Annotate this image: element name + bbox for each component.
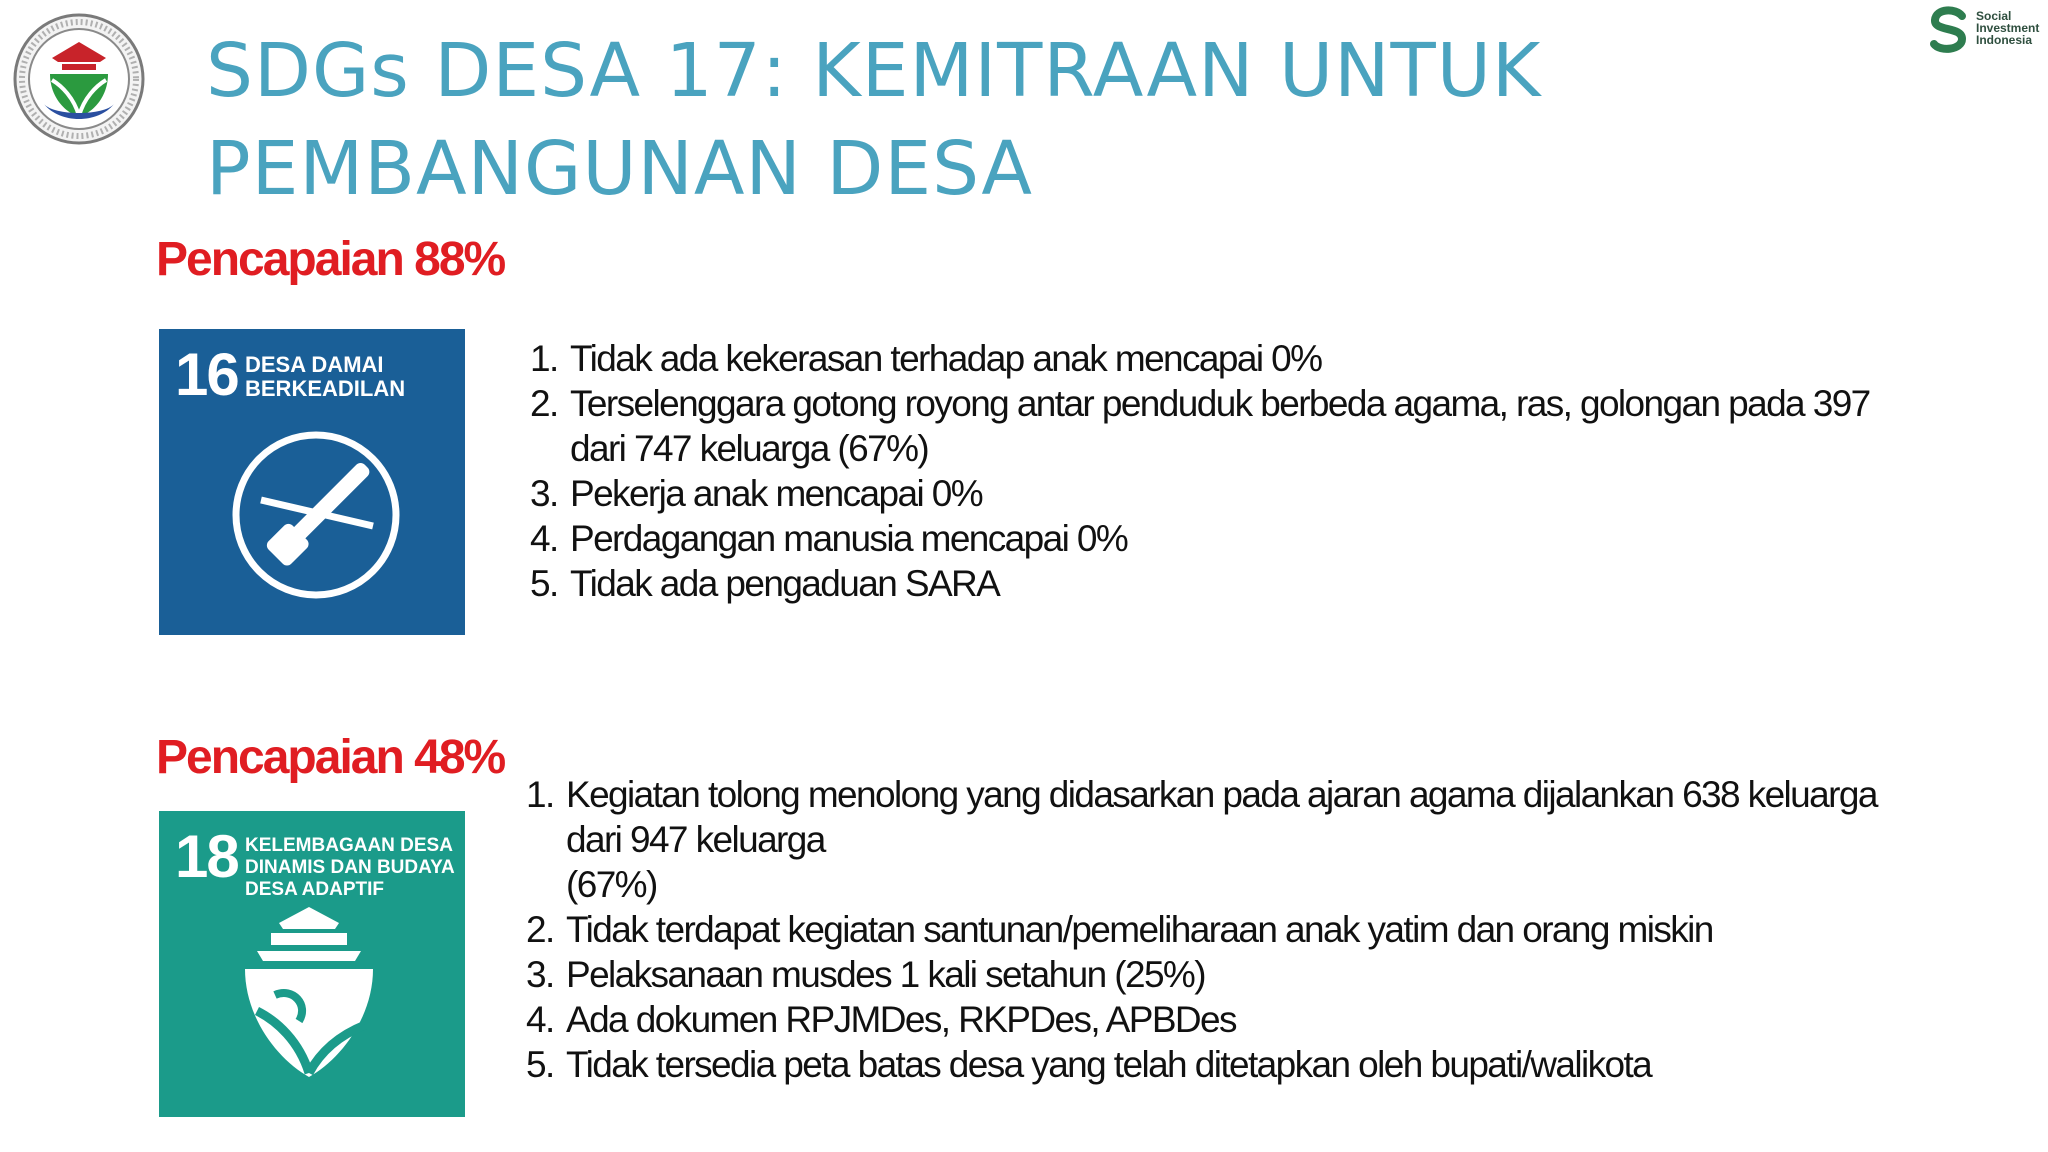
list-item-text: Terselenggara gotong royong antar penduduk berbeda agama, ras, golongan pada 397 dari 747 keluarga (67%)	[570, 383, 1870, 469]
list-item	[530, 381, 1950, 471]
sdg-tile-label-line3: DESA ADAPTIF	[245, 879, 384, 900]
list-item	[530, 471, 1950, 516]
page-title-line2: PEMBANGUNAN DESA	[206, 126, 1034, 212]
list-item-number: 1.	[526, 774, 554, 815]
list-item	[526, 952, 1956, 997]
list-item-number: 5.	[530, 563, 558, 604]
list-item-number: 3.	[530, 473, 558, 514]
ministry-logo-icon	[12, 12, 146, 146]
list-item-text: Tidak ada pengaduan SARA	[570, 563, 1000, 604]
list-item	[526, 772, 1956, 907]
list-item	[530, 561, 1950, 606]
list-item-text: Perdagangan manusia mencapai 0%	[570, 518, 1128, 559]
list-item-number: 2.	[530, 383, 558, 424]
sdg-tile-label-line2: BERKEADILAN	[245, 376, 406, 401]
achievement-heading-18: Pencapaian 48%	[156, 731, 505, 784]
sdg-tile-number: 18	[175, 823, 238, 890]
list-item	[526, 907, 1956, 952]
list-item-text: Pelaksanaan musdes 1 kali setahun (25%)	[566, 954, 1205, 995]
partner-logo-line2: Investment	[1976, 21, 2040, 35]
list-item-number: 3.	[526, 954, 554, 995]
gun-prohibited-icon	[159, 329, 465, 635]
cultural-building-icon	[159, 811, 465, 1117]
list-item	[530, 516, 1950, 561]
list-item-number: 4.	[530, 518, 558, 559]
list-item-text: Pekerja anak mencapai 0%	[570, 473, 983, 514]
sdg-tile-label-line2: DINAMIS DAN BUDAYA	[245, 857, 455, 878]
sdg-tile-16	[159, 329, 465, 635]
list-item-number: 5.	[526, 1044, 554, 1085]
list-item-number: 1.	[530, 338, 558, 379]
partner-logo-line3: Indonesia	[1976, 33, 2033, 47]
list-item-text: Tidak terdapat kegiatan santunan/pemeliharaan anak yatim dan orang miskin	[566, 909, 1713, 950]
list-item	[526, 997, 1956, 1042]
list-item	[526, 1042, 1956, 1087]
list-item-text: Ada dokumen RPJMDes, RKPDes, APBDes	[566, 999, 1236, 1040]
list-item-text: Tidak tersedia peta batas desa yang telah ditetapkan oleh bupati/walikota	[566, 1044, 1652, 1085]
achievement-heading-16: Pencapaian 88%	[156, 233, 505, 286]
indicator-list-16	[530, 336, 1950, 606]
sdg-tile-label-line1: KELEMBAGAAN DESA	[245, 835, 453, 856]
page-title	[206, 22, 1706, 218]
list-item	[530, 336, 1950, 381]
list-item-text: Kegiatan tolong menolong yang didasarkan pada ajaran agama dijalankan 638 keluarga dari 947 keluarga (67%)	[566, 774, 1877, 905]
partner-s-logo-icon	[1926, 6, 1972, 54]
page-title-line1: SDGs DESA 17: KEMITRAAN UNTUK	[206, 28, 1542, 114]
list-item-number: 4.	[526, 999, 554, 1040]
partner-logo-line1: Social	[1976, 9, 2012, 23]
list-item-text: Tidak ada kekerasan terhadap anak mencapai 0%	[570, 338, 1322, 379]
social-investment-indonesia-logo	[1926, 6, 2048, 56]
indicator-list-18	[526, 772, 1956, 1087]
sdg-tile-number: 16	[175, 341, 238, 408]
list-item-number: 2.	[526, 909, 554, 950]
sdg-tile-label-line1: DESA DAMAI	[245, 352, 384, 377]
sdg-tile-18	[159, 811, 465, 1117]
